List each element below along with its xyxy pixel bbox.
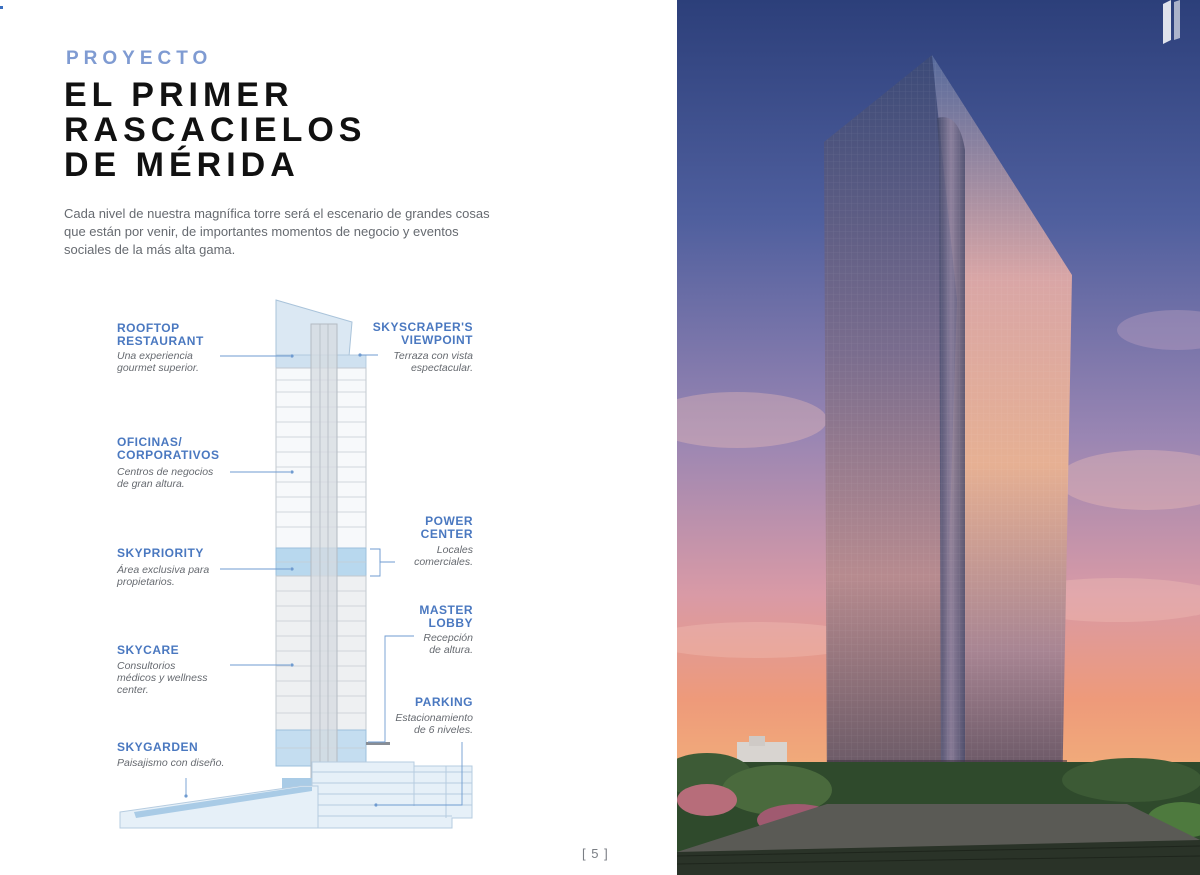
title-line: EL PRIMER: [64, 76, 294, 114]
title-line: DE MÉRIDA: [64, 146, 300, 184]
intro-line: que están por venir, de importantes momentos de negocio y eventos: [64, 224, 459, 239]
logo-mark: [1163, 0, 1171, 44]
power-center-desc: Locales comerciales.: [414, 544, 473, 568]
tower-body: [276, 300, 366, 828]
skycare-title: SKYCARE: [117, 643, 180, 657]
parking-podium: [312, 762, 472, 828]
skygarden-desc: Paisajismo con diseño.: [117, 757, 225, 769]
page-number: [ 5 ]: [582, 846, 609, 861]
skypriority-desc: Área exclusiva para propietarios.: [117, 564, 210, 588]
parking-desc: Estacionamiento de 6 niveles.: [395, 712, 473, 736]
oficinas-title: OFICINAS/ CORPORATIVOS: [117, 435, 220, 462]
viewpoint-title: SKYSCRAPER'S VIEWPOINT: [372, 320, 473, 347]
skygarden-title: SKYGARDEN: [117, 740, 199, 754]
power-center-title: POWER CENTER: [420, 514, 473, 541]
intro-line: Cada nivel de nuestra magnífica torre será el escenario de grandes cosas: [64, 206, 490, 221]
elevator-core: [311, 324, 337, 828]
intro-line: sociales de la más alta gama.: [64, 242, 236, 257]
oficinas-desc: Centros de negocios de gran altura.: [117, 466, 214, 490]
tower-rendering-illustration: [677, 0, 1200, 875]
parking-title: PARKING: [415, 695, 473, 709]
section-eyebrow: PROYECTO: [66, 48, 213, 69]
tower-rendering-photo: [677, 0, 1200, 875]
title-line: RASCACIELOS: [64, 111, 367, 149]
skypriority-title: SKYPRIORITY: [117, 546, 204, 560]
master-lobby-desc: Recepción de altura.: [423, 632, 473, 656]
skycare-desc: Consultorios médicos y wellness center.: [117, 660, 208, 696]
rooftop-restaurant-title: ROOFTOP RESTAURANT: [117, 321, 204, 348]
master-lobby-title: MASTER LOBBY: [419, 603, 473, 630]
rooftop-restaurant-desc: Una experiencia gourmet superior.: [117, 350, 199, 374]
viewpoint-desc: Terraza con vista espectacular.: [393, 350, 473, 374]
